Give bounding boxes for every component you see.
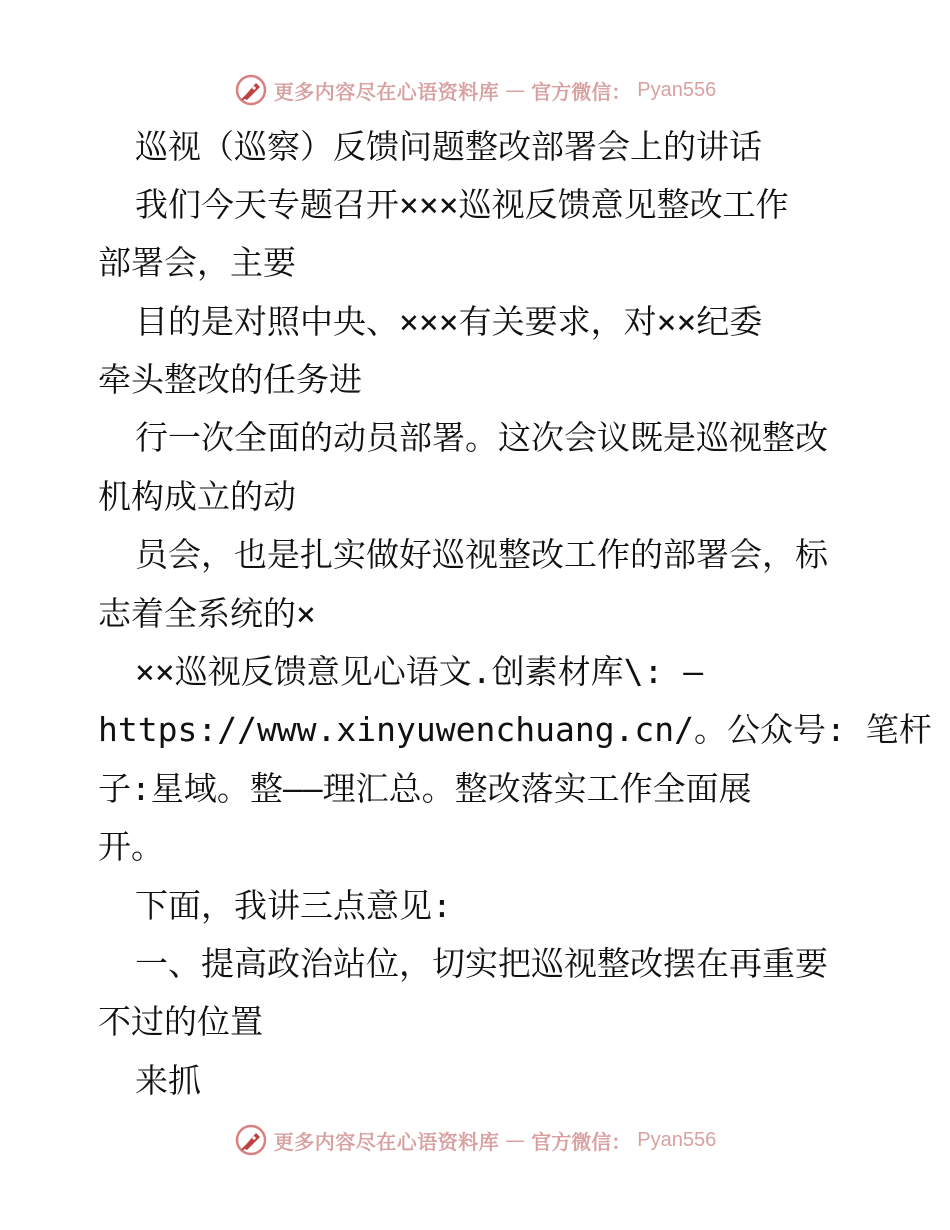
- body-line: https://www.xinyuwenchuang.cn/。公众号: 笔杆: [98, 710, 932, 749]
- banner-slogan: 更多内容尽在心语资料库: [273, 79, 500, 104]
- footer-watermark-banner: [0, 1120, 950, 1160]
- section-heading: 一、提高政治站位，切实把巡视整改摆在再重要: [135, 944, 828, 983]
- header-watermark-banner: [0, 70, 950, 110]
- banner-separator: —: [505, 78, 526, 102]
- banner-contact-label: 官方微信：: [531, 79, 632, 104]
- body-line: 子:星域。整——理汇总。整改落实工作全面展: [98, 769, 752, 808]
- body-line: 牵头整改的任务进: [98, 360, 362, 399]
- banner-contact-id: Pyan556: [637, 78, 717, 101]
- body-line: 来抓: [135, 1061, 201, 1100]
- body-line: 员会，也是扎实做好巡视整改工作的部署会，标: [135, 535, 828, 574]
- banner-separator: —: [505, 1128, 526, 1152]
- body-line: 我们今天专题召开×××巡视反馈意见整改工作: [135, 185, 789, 224]
- body-line: 部署会，主要: [98, 243, 296, 282]
- body-line: 机构成立的动: [98, 477, 296, 516]
- banner-slogan: 更多内容尽在心语资料库: [273, 1129, 500, 1154]
- body-line: 志着全系统的×: [98, 594, 316, 633]
- banner-contact-label: 官方微信：: [531, 1129, 632, 1154]
- body-line: ××巡视反馈意见心语文.创素材库\: —: [135, 652, 704, 691]
- banner-contact-id: Pyan556: [637, 1128, 717, 1151]
- document-title: 巡视（巡察）反馈问题整改部署会上的讲话: [135, 127, 762, 166]
- body-line: 行一次全面的动员部署。这次会议既是巡视整改: [135, 418, 828, 457]
- body-line: 开。: [98, 827, 164, 866]
- body-line: 下面，我讲三点意见:: [135, 886, 452, 925]
- pen-nib-logo-icon: [234, 1123, 268, 1157]
- body-line: 目的是对照中央、×××有关要求，对××纪委: [135, 302, 763, 341]
- pen-nib-logo-icon: [234, 73, 268, 107]
- section-heading-continued: 不过的位置: [98, 1002, 263, 1041]
